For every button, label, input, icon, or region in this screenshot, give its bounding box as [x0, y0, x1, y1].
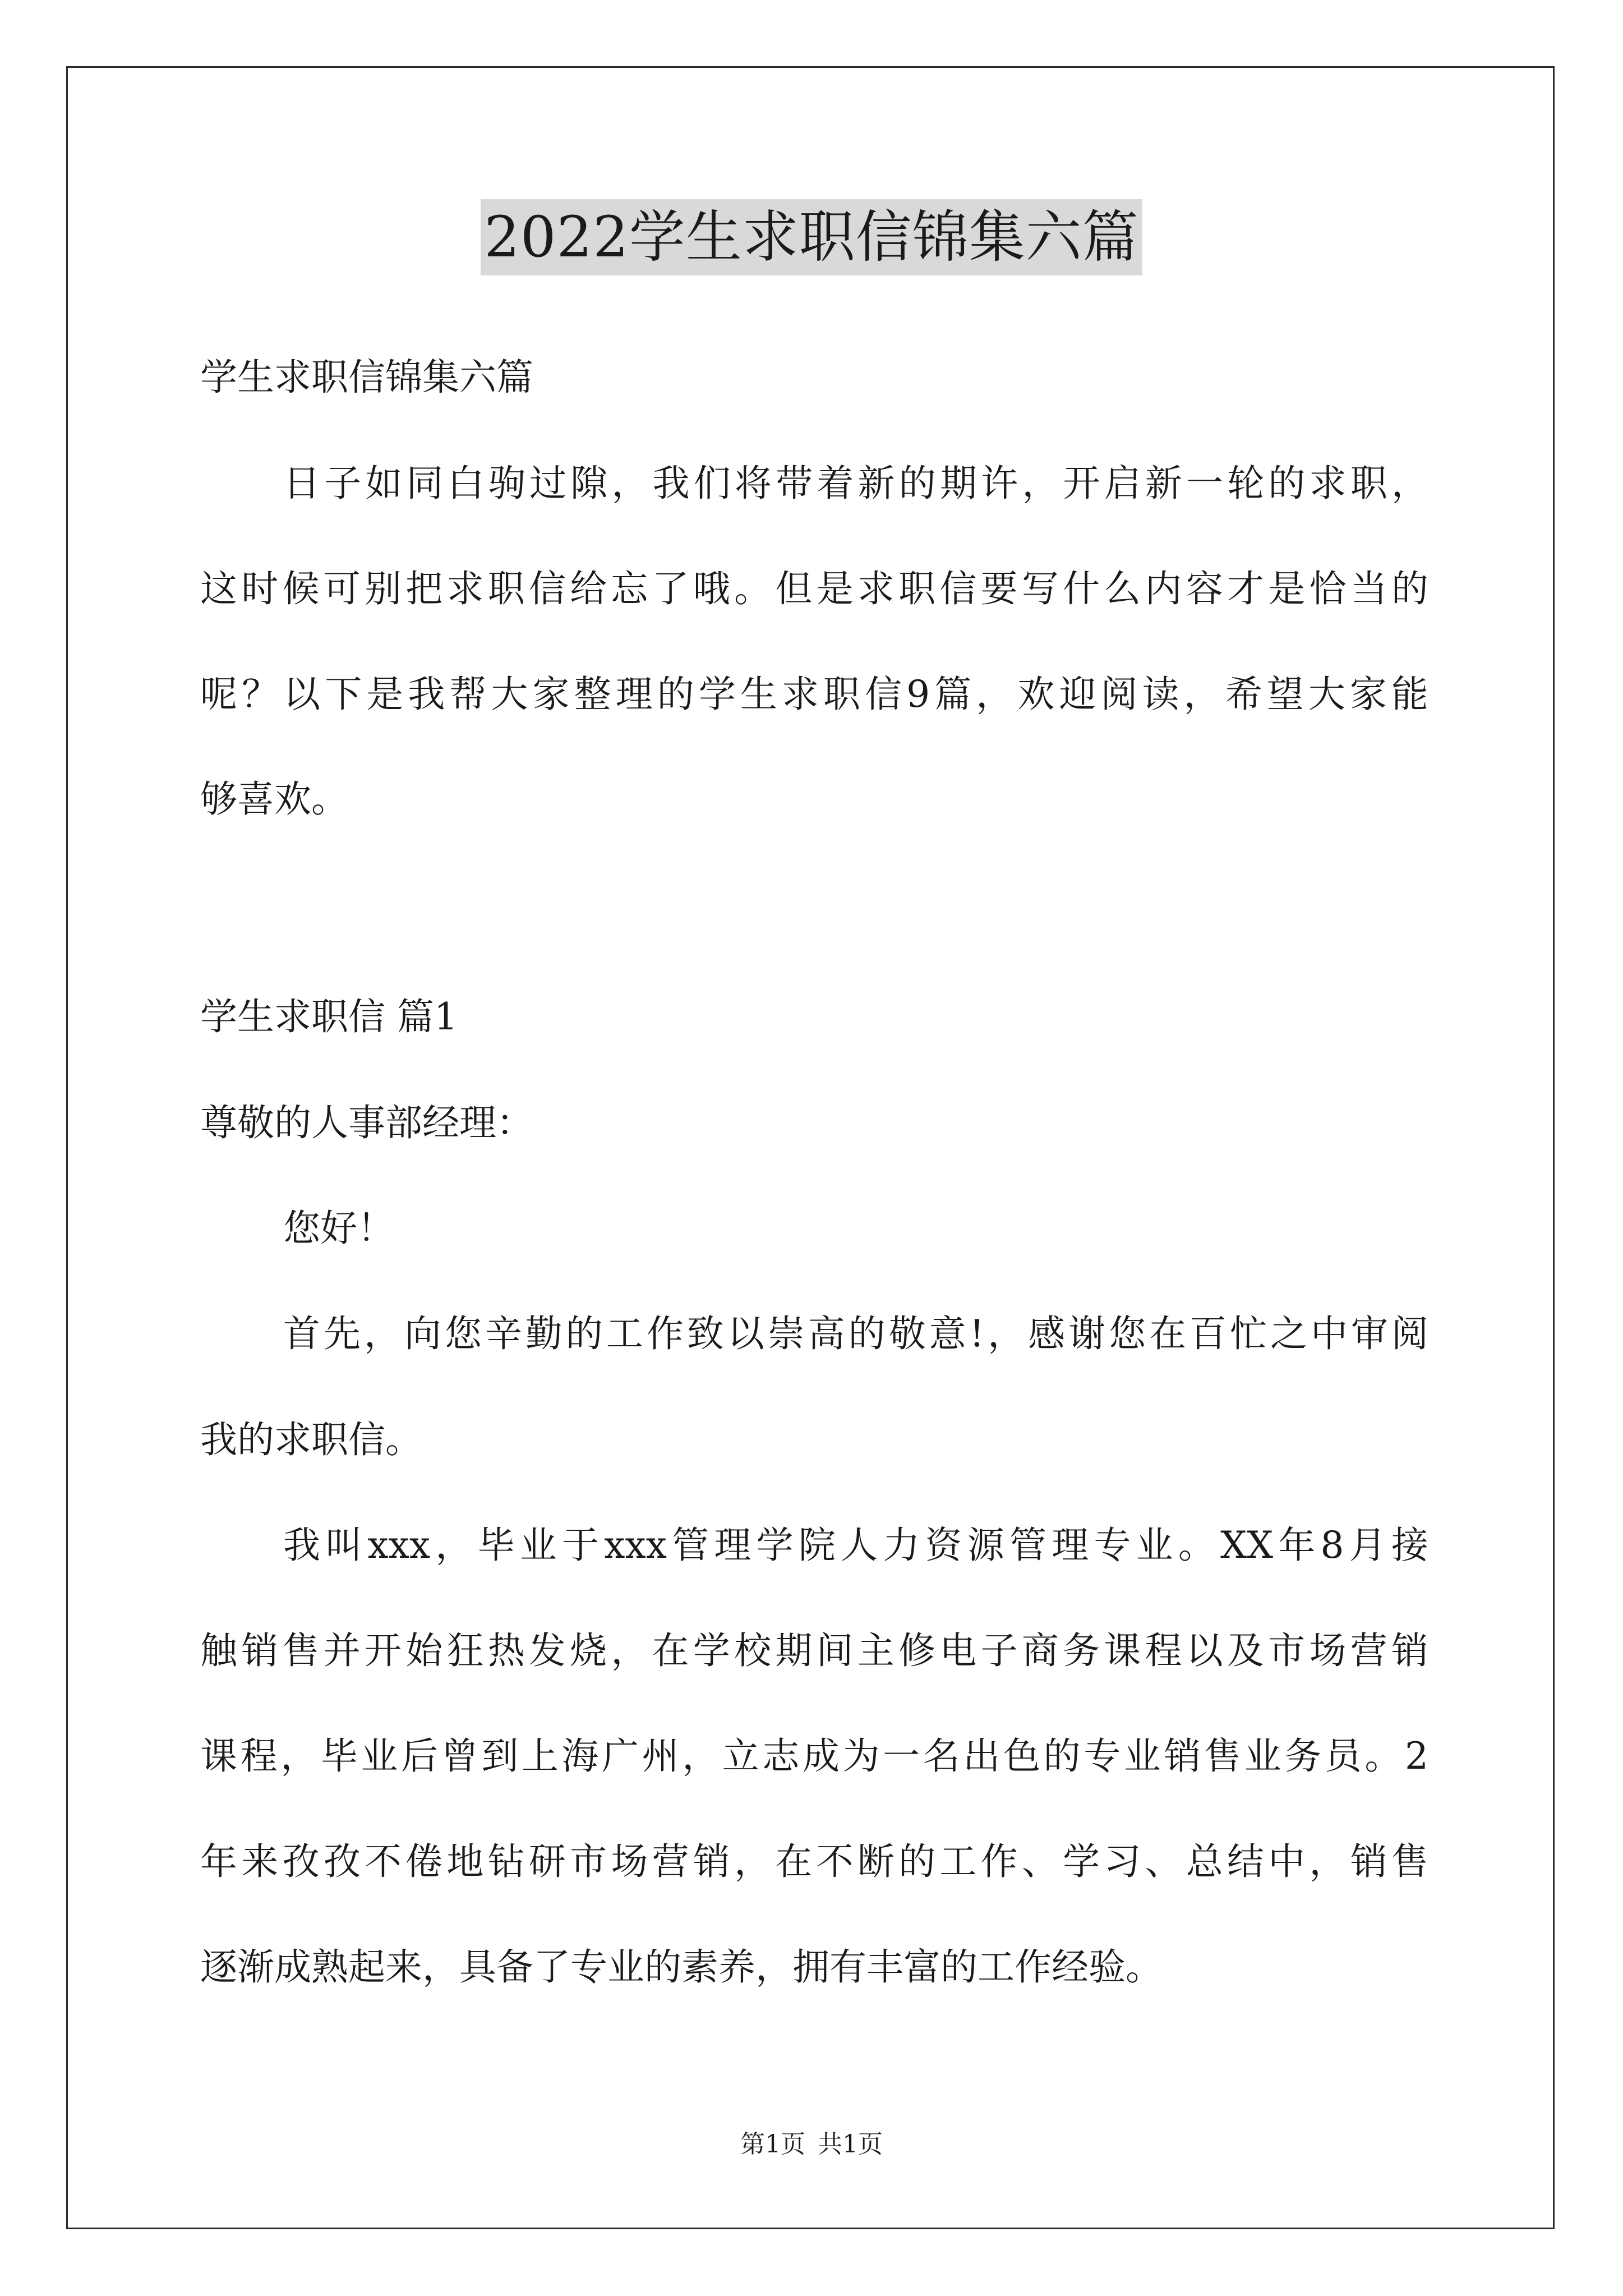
page-footer	[0, 2129, 1623, 2160]
title-container	[0, 199, 1623, 275]
section-heading: 学生求职信 篇1	[200, 995, 458, 1038]
intro-line: 这时候可别把求职信给忘了哦。但是求职信要写什么内容才是恰当的	[200, 567, 1428, 610]
paragraph-line: 触销售并开始狂热发烧，在学校期间主修电子商务课程以及市场营销	[200, 1629, 1428, 1672]
greeting: 您好！	[283, 1207, 394, 1250]
paragraph-line: 我的求职信。	[200, 1418, 422, 1461]
document-title: 2022学生求职信锦集六篇	[481, 199, 1142, 275]
page-total: 共1页	[818, 2130, 883, 2159]
intro-line: 够喜欢。	[200, 777, 348, 821]
paragraph-line: 年来孜孜不倦地钻研市场营销，在不断的工作、学习、总结中，销售	[200, 1840, 1428, 1883]
intro-line: 呢？以下是我帮大家整理的学生求职信9篇，欢迎阅读，希望大家能	[200, 673, 1428, 716]
paragraph-line: 我叫xxx，毕业于xxx管理学院人力资源管理专业。XX年8月接	[283, 1524, 1428, 1567]
paragraph-line: 逐渐成熟起来，具备了专业的素养，拥有丰富的工作经验。	[200, 1945, 1163, 1989]
intro-line: 日子如同白驹过隙，我们将带着新的期许，开启新一轮的求职，	[283, 462, 1428, 505]
paragraph-line: 首先，向您辛勤的工作致以崇高的敬意!，感谢您在百忙之中审阅	[283, 1312, 1428, 1355]
salutation: 尊敬的人事部经理：	[200, 1101, 533, 1144]
document-subtitle: 学生求职信锦集六篇	[200, 356, 533, 399]
page-number: 第1页	[740, 2130, 805, 2159]
paragraph-line: 课程，毕业后曾到上海广州，立志成为一名出色的专业销售业务员。2	[200, 1734, 1428, 1778]
